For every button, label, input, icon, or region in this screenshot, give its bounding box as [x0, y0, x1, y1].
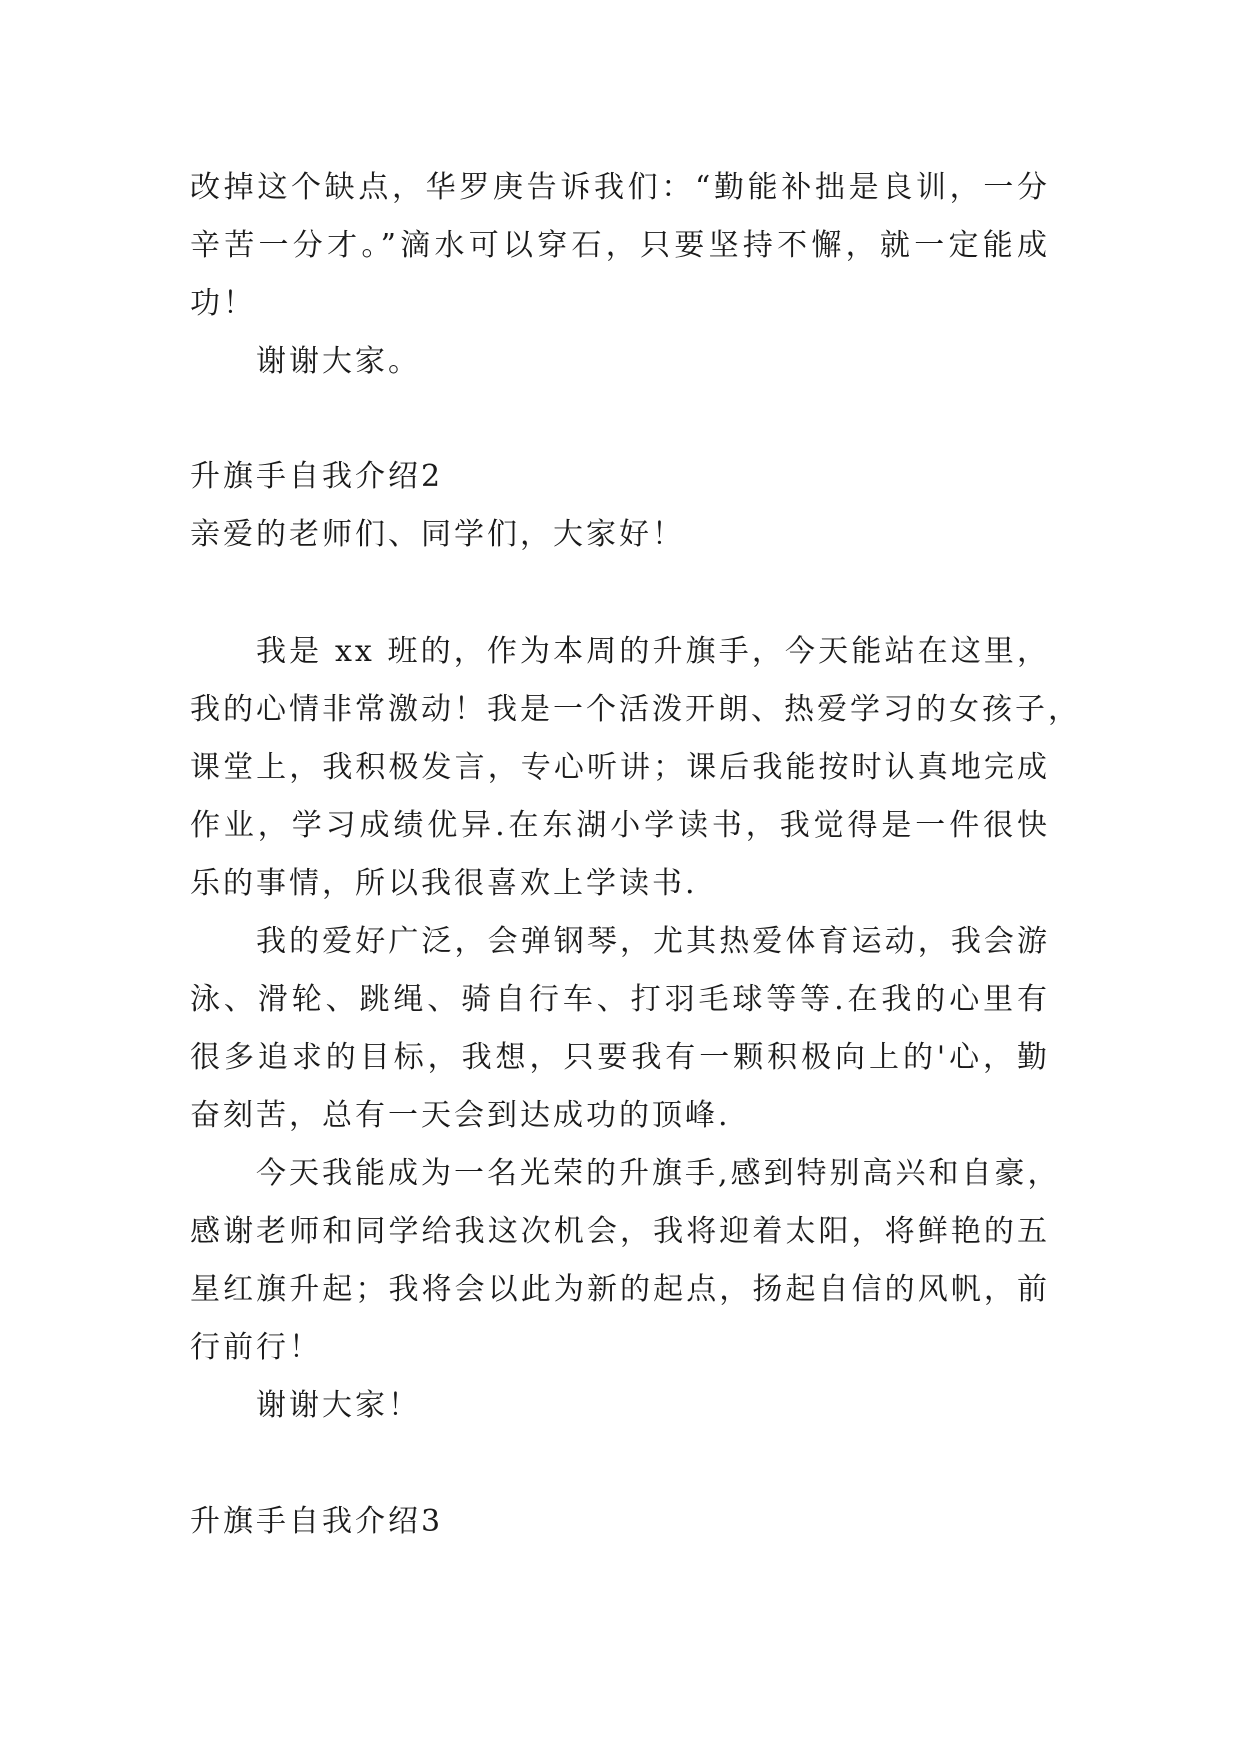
paragraph-line: 今天我能成为一名光荣的升旗手,感到特别高兴和自豪， [256, 1156, 1061, 1191]
section-heading: 升旗手自我介绍3 [190, 1504, 444, 1539]
paragraph-line: 很多追求的目标，我想，只要我有一颗积极向上的'心，勤 [190, 1040, 1050, 1075]
paragraph-line: 改掉这个缺点，华罗庚告诉我们：“勤能补拙是良训，一分 [190, 170, 1050, 205]
paragraph-line: 乐的事情，所以我很喜欢上学读书. [190, 866, 698, 901]
section-heading: 升旗手自我介绍2 [190, 459, 444, 494]
paragraph-line: 我是 xx 班的，作为本周的升旗手，今天能站在这里， [256, 634, 1050, 669]
paragraph-line: 我的爱好广泛，会弹钢琴，尤其热爱体育运动，我会游 [256, 924, 1050, 959]
paragraph-line: 星红旗升起；我将会以此为新的起点，扬起自信的风帆，前 [190, 1272, 1050, 1307]
paragraph-line: 泳、滑轮、跳绳、骑自行车、打羽毛球等等.在我的心里有 [190, 982, 1050, 1017]
paragraph-line: 谢谢大家！ [256, 1388, 421, 1423]
paragraph-line: 功！ [190, 286, 256, 321]
paragraph-line: 我的心情非常激动！我是一个活泼开朗、热爱学习的女孩子， [190, 692, 1081, 727]
paragraph-line: 作业，学习成绩优异.在东湖小学读书，我觉得是一件很快 [190, 808, 1050, 843]
paragraph-line: 感谢老师和同学给我这次机会，我将迎着太阳，将鲜艳的五 [190, 1214, 1050, 1249]
paragraph-line: 奋刻苦，总有一天会到达成功的顶峰. [190, 1098, 731, 1133]
paragraph-line: 行前行！ [190, 1330, 322, 1365]
paragraph-line: 课堂上，我积极发言，专心听讲；课后我能按时认真地完成 [190, 750, 1050, 785]
paragraph-line: 辛苦一分才。”滴水可以穿石，只要坚持不懈，就一定能成 [190, 228, 1050, 263]
paragraph-line: 谢谢大家。 [256, 344, 421, 379]
greeting-line: 亲爱的老师们、同学们，大家好！ [190, 517, 685, 552]
